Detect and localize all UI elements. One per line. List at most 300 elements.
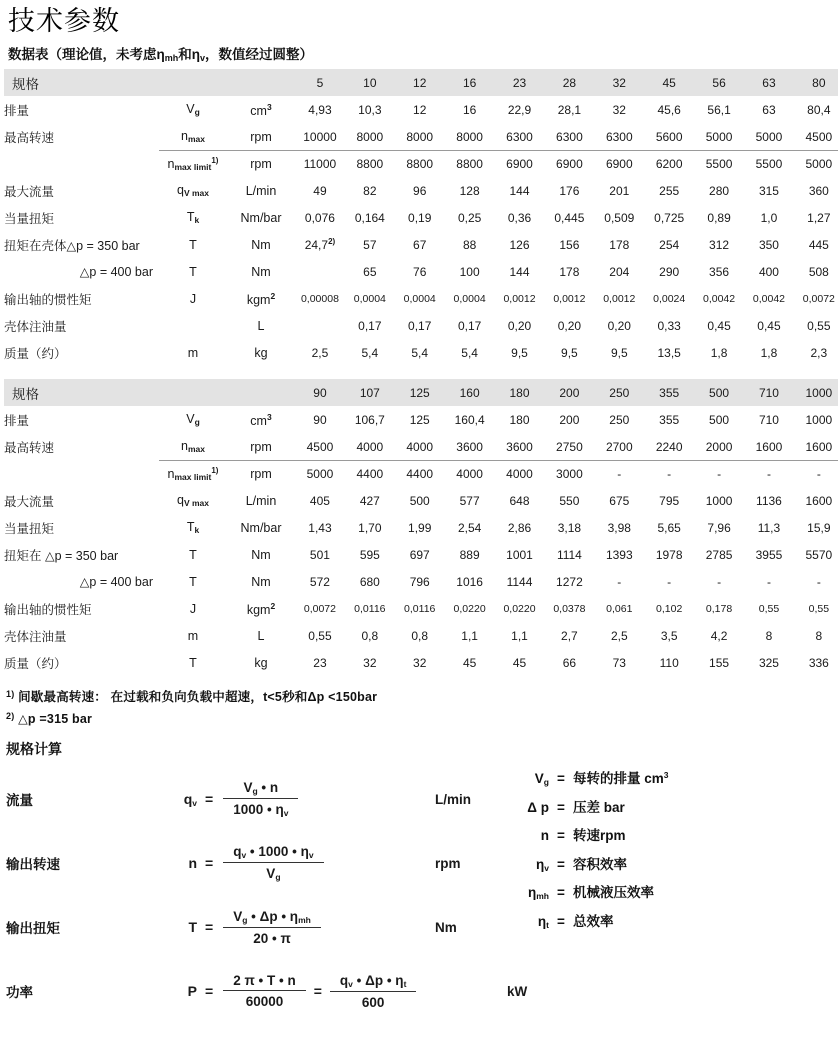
cell: 200: [559, 412, 580, 427]
row-symbol: $n_{max limit}^{1)}$: [159, 150, 227, 177]
cell: 0,0042: [752, 292, 786, 305]
table-row: [4, 595, 838, 622]
row-label: 当量扭矩: [4, 211, 55, 226]
cell: 0,0116: [354, 602, 386, 615]
cell: 5,4: [411, 345, 429, 360]
cell: 3,5: [660, 628, 678, 643]
cell: 156: [559, 237, 580, 252]
cell: 336: [808, 655, 829, 670]
table2-col-5: 200: [544, 379, 594, 406]
formula-unit: L/min: [435, 791, 471, 807]
cell: 201: [609, 183, 630, 198]
table1-header-row: [4, 69, 838, 96]
table-row: [4, 406, 838, 433]
cell: 280: [709, 183, 730, 198]
row-unit: rpm: [250, 129, 272, 144]
legend-text: 总效率: [573, 913, 614, 929]
cell: 0,178: [705, 602, 733, 615]
numerator: $q_v$ • 1000 • $\eta_v$: [233, 844, 314, 861]
cell: 697: [409, 547, 430, 562]
cell: 501: [309, 547, 330, 562]
spec-table-2: [4, 379, 838, 676]
cell: 15,9: [807, 520, 831, 535]
cell: 1272: [556, 574, 583, 589]
cell: 8000: [456, 129, 483, 144]
legend-item: [505, 796, 835, 825]
cell: 0,0024: [653, 292, 686, 305]
row-symbol: T: [189, 655, 197, 670]
subtitle-part-3: 和η: [178, 47, 200, 63]
cell: 350: [758, 237, 779, 252]
row-label: 壳体注油量: [4, 629, 67, 644]
cell: 0,55: [808, 602, 830, 615]
cell: 2785: [705, 547, 733, 562]
denominator: $V_g$: [223, 862, 323, 882]
row-symbol: T: [189, 264, 197, 279]
table2-col-6: 250: [594, 379, 644, 406]
table2-col-2: 125: [395, 379, 445, 406]
table1-col-8: 56: [694, 69, 744, 96]
cell: 0,0012: [603, 292, 636, 305]
legend-text: 每转的排量 $cm^3$: [573, 770, 669, 787]
cell: 0,0116: [404, 602, 436, 615]
cell: 0,55: [807, 318, 831, 333]
cell: 795: [659, 493, 680, 508]
cell: 1,43: [308, 520, 332, 535]
row-unit: L: [257, 628, 265, 643]
cell: 144: [509, 183, 530, 198]
cell: 0,17: [457, 318, 482, 333]
cell: 675: [609, 493, 630, 508]
cell: 1,0: [760, 210, 778, 225]
cell: 204: [609, 264, 630, 279]
row-unit: $cm^3$: [250, 101, 272, 118]
page-subtitle: [0, 37, 838, 69]
equals-sign: =: [205, 919, 214, 936]
cell: 0,55: [308, 628, 332, 643]
cell: 4,93: [308, 102, 332, 117]
table1-col-10: 80: [794, 69, 838, 96]
cell: 0,00008: [300, 292, 339, 305]
row-symbol: T: [189, 547, 197, 562]
legend-item: [505, 853, 835, 882]
row-symbol: $n_{max limit}^{1)}$: [159, 460, 227, 487]
cell: 56,1: [707, 102, 731, 117]
cell: 8: [765, 628, 773, 643]
legend-item: [505, 881, 835, 910]
row-symbol: m: [187, 345, 199, 360]
formula-name: 功率: [6, 985, 33, 1001]
cell: 5600: [655, 129, 683, 144]
cell: -: [644, 460, 694, 487]
cell: 10,3: [358, 102, 382, 117]
table-row: [4, 150, 838, 177]
formula-area: [0, 767, 838, 1023]
cell: 1000: [705, 493, 733, 508]
cell: 1600: [755, 439, 783, 454]
cell: 6900: [495, 150, 545, 177]
cell: 2,86: [507, 520, 532, 535]
cell: 572: [309, 574, 330, 589]
cell: 3,18: [557, 520, 582, 535]
table2-col-1: 107: [345, 379, 395, 406]
cell: 0,25: [457, 210, 482, 225]
formula-var: P: [187, 983, 197, 1000]
equals-sign: =: [205, 855, 214, 872]
cell: 23: [313, 655, 327, 670]
cell: 4400: [345, 460, 395, 487]
cell: 28,1: [557, 102, 582, 117]
cell: 0,0072: [802, 292, 835, 305]
cell: 355: [659, 412, 680, 427]
cell: 2240: [655, 439, 683, 454]
cell: 0,8: [411, 628, 429, 643]
cell: 2750: [556, 439, 583, 454]
row-symbol: J: [189, 601, 197, 616]
cell: 144: [509, 264, 530, 279]
row-symbol: $n_{max}$: [181, 129, 205, 145]
cell: 3,98: [607, 520, 631, 535]
cell: 0,0378: [553, 602, 586, 615]
table1-header-label: 规格: [4, 69, 159, 96]
cell: 13,5: [657, 345, 681, 360]
table-row: [4, 312, 838, 339]
table-row: [4, 433, 838, 460]
table2-col-3: 160: [445, 379, 495, 406]
denominator-2: 600: [330, 991, 416, 1010]
fraction: [223, 844, 323, 882]
table-row: [4, 96, 838, 123]
cell: 96: [413, 183, 427, 198]
cell: 0,0220: [453, 602, 486, 615]
cell: 0,19: [408, 210, 432, 225]
cell: 45: [462, 655, 477, 670]
cell: 356: [709, 264, 730, 279]
cell: 80,4: [807, 102, 831, 117]
cell: [295, 258, 345, 285]
legend-text: 压差 bar: [573, 799, 625, 815]
cell: 45: [512, 655, 527, 670]
cell: 4500: [805, 129, 833, 144]
cell: 1,1: [511, 628, 528, 643]
cell: 1114: [556, 547, 582, 562]
formula-expression: [171, 844, 421, 882]
cell: 155: [709, 655, 730, 670]
cell: 24,7$^{2)}$: [304, 237, 336, 253]
legend-equals: =: [557, 913, 565, 929]
formula-name: 输出扭矩: [6, 921, 60, 937]
cell: 128: [459, 183, 480, 198]
cell: 180: [509, 412, 530, 427]
cell: 8000: [406, 129, 434, 144]
row-unit: Nm/bar: [240, 520, 282, 535]
row-unit: Nm: [251, 547, 271, 562]
table1-col-2: 12: [395, 69, 445, 96]
table2-col-0: 90: [295, 379, 345, 406]
legend-symbol: $\eta_v$: [536, 856, 549, 873]
table-row: [4, 231, 838, 258]
row-unit: kgm$^2$: [246, 290, 276, 307]
table1-col-6: 32: [594, 69, 644, 96]
cell: 427: [359, 493, 380, 508]
cell: -: [744, 460, 794, 487]
row-unit: kg: [254, 655, 268, 670]
cell: 8800: [445, 150, 495, 177]
cell: 255: [659, 183, 680, 198]
cell: 0,45: [707, 318, 731, 333]
page-title: 技术参数: [8, 6, 120, 36]
cell: 508: [808, 264, 829, 279]
fraction: [223, 909, 321, 946]
table-row: [4, 568, 838, 595]
cell: 3600: [456, 439, 483, 454]
formula-expression: [171, 973, 501, 1010]
cell: -: [766, 574, 771, 589]
cell: 1136: [756, 493, 782, 508]
cell: 82: [363, 183, 377, 198]
cell: -: [794, 460, 838, 487]
nomenclature-legend: [505, 767, 835, 938]
row-symbol: $q_{V max}$: [177, 183, 209, 199]
row-unit: Nm: [251, 237, 271, 252]
legend-text: 容积效率: [573, 856, 627, 872]
footnote-2: [6, 708, 838, 729]
cell: 0,509: [604, 210, 635, 225]
cell: 4500: [306, 439, 334, 454]
row-unit: kg: [254, 345, 268, 360]
cell: 76: [413, 264, 427, 279]
cell: 0,0072: [303, 602, 336, 615]
cell: 710: [758, 412, 779, 427]
fraction: [223, 973, 306, 1009]
cell: 45,6: [657, 102, 681, 117]
cell: 9,5: [610, 345, 628, 360]
footnote-1-marker: 1): [6, 689, 15, 700]
row-label: 最高转速: [4, 440, 55, 455]
cell: 325: [758, 655, 779, 670]
table1-col-9: 63: [744, 69, 794, 96]
cell: 595: [359, 547, 380, 562]
row-label: 质量（约）: [4, 656, 67, 671]
formula-expression: [171, 909, 421, 946]
cell: 1,99: [408, 520, 432, 535]
cell: 6900: [544, 150, 594, 177]
row-label: 最大流量: [4, 494, 55, 509]
cell: 9,5: [561, 345, 578, 360]
cell: 0,36: [507, 210, 532, 225]
row-symbol: $q_{V max}$: [177, 493, 209, 509]
denominator: 20 • π: [223, 927, 321, 946]
numerator-2: $q_v$ • Δp • $\eta_t$: [339, 972, 407, 989]
cell: 0,164: [354, 210, 385, 225]
cell: 500: [409, 493, 430, 508]
cell: 4000: [356, 439, 384, 454]
cell: 1,70: [358, 520, 382, 535]
cell: 5000: [705, 129, 733, 144]
row-symbol: $n_{max}$: [181, 439, 205, 455]
cell: 1978: [655, 547, 683, 562]
cell: 8: [815, 628, 823, 643]
cell: 1,1: [461, 628, 478, 643]
row-unit: kgm$^2$: [246, 600, 276, 617]
table1-col-4: 23: [495, 69, 545, 96]
cell: -: [594, 460, 644, 487]
footnote-1: [6, 684, 838, 708]
cell: 6300: [605, 129, 633, 144]
cell: [295, 312, 345, 339]
cell: 4,2: [710, 628, 728, 643]
cell: 88: [462, 237, 477, 252]
legend-equals: =: [557, 856, 565, 872]
cell: 5000: [295, 460, 345, 487]
row-label: 最高转速: [4, 130, 55, 145]
cell: 49: [313, 183, 327, 198]
cell: 0,45: [757, 318, 781, 333]
cell: 57: [363, 237, 377, 252]
cell: 2,3: [810, 345, 828, 360]
row-symbol: m: [187, 628, 199, 643]
legend-text: 机械液压效率: [573, 885, 654, 901]
numerator: $V_g$ • n: [243, 780, 279, 797]
cell: 0,0042: [703, 292, 736, 305]
cell: 6300: [556, 129, 583, 144]
cell: 0,0004: [353, 292, 386, 305]
row-symbol: T: [189, 574, 197, 589]
numerator: $V_g$ • Δp • $\eta_{mh}$: [233, 908, 311, 925]
cell: 2700: [605, 439, 633, 454]
formula-var: T: [188, 919, 197, 936]
cell: 1,8: [760, 345, 778, 360]
cell: 250: [609, 412, 630, 427]
cell: 0,20: [507, 318, 532, 333]
cell: 1,8: [710, 345, 728, 360]
cell: 2000: [705, 439, 733, 454]
cell: 5570: [805, 547, 833, 562]
cell: 3600: [506, 439, 533, 454]
formula-power: [6, 959, 838, 1023]
equals-sign-2: =: [313, 983, 322, 1000]
cell: 4400: [395, 460, 445, 487]
table-row: [4, 285, 838, 312]
row-label: [4, 460, 159, 487]
cell: 2,7: [561, 628, 578, 643]
legend-symbol: n: [540, 828, 549, 844]
table-row: [4, 649, 838, 676]
cell: 5000: [755, 129, 783, 144]
cell: -: [667, 574, 672, 589]
cell: 32: [413, 655, 427, 670]
cell: 126: [509, 237, 530, 252]
cell: 0,445: [554, 210, 585, 225]
row-unit: L/min: [245, 183, 277, 198]
row-symbol: $V_g$: [186, 102, 200, 118]
row-label: △p = 400 bar: [79, 575, 153, 590]
cell: 73: [612, 655, 626, 670]
cell: 290: [659, 264, 680, 279]
cell: 67: [413, 237, 427, 252]
cell: 2,54: [457, 520, 482, 535]
cell: 5,4: [361, 345, 379, 360]
cell: 9,5: [511, 345, 528, 360]
row-label: 排量: [4, 103, 30, 118]
cell: 4000: [445, 460, 495, 487]
formula-name: 流量: [6, 793, 33, 809]
cell: 22,9: [507, 102, 532, 117]
cell: 32: [612, 102, 626, 117]
cell: 11,3: [757, 520, 781, 535]
cell: 550: [559, 493, 580, 508]
cell: 0,0004: [403, 292, 436, 305]
row-label: 质量（约）: [4, 346, 67, 361]
legend-item: [505, 910, 835, 939]
table-row: [4, 460, 838, 487]
formula-unit: rpm: [435, 855, 461, 871]
row-unit: Nm/bar: [240, 210, 282, 225]
row-unit: rpm: [227, 150, 295, 177]
cell: 0,0012: [503, 292, 536, 305]
table1-col-1: 10: [345, 69, 395, 96]
equals-sign: =: [205, 791, 214, 808]
row-unit: $cm^3$: [250, 411, 272, 428]
cell: -: [717, 574, 722, 589]
table1-col-3: 16: [445, 69, 495, 96]
table2-col-9: 710: [744, 379, 794, 406]
legend-symbol: $\eta_{mh}$: [528, 885, 549, 902]
cell: 6200: [644, 150, 694, 177]
table-row: [4, 339, 838, 366]
fraction-2: [330, 973, 416, 1010]
cell: 0,33: [657, 318, 681, 333]
cell: 32: [363, 655, 377, 670]
cell: 5500: [744, 150, 794, 177]
footnote-2-text: △p =315 bar: [18, 712, 93, 727]
cell: 125: [409, 412, 430, 427]
cell: 3955: [755, 547, 783, 562]
cell: 0,0004: [453, 292, 486, 305]
cell: 0,102: [656, 602, 683, 615]
legend-equals: =: [557, 771, 565, 787]
cell: 1600: [805, 493, 833, 508]
formula-expression: [171, 780, 421, 818]
cell: -: [617, 574, 622, 589]
table2-col-8: 500: [694, 379, 744, 406]
legend-equals: =: [557, 828, 565, 844]
cell: 0,20: [607, 318, 631, 333]
cell: 680: [359, 574, 380, 589]
formula-name: 输出转速: [6, 857, 60, 873]
table2-col-10: 1000: [794, 379, 838, 406]
cell: 5500: [694, 150, 744, 177]
row-label: 排量: [4, 413, 30, 428]
table2-col-7: 355: [644, 379, 694, 406]
row-symbol: $V_g$: [186, 412, 200, 428]
legend-equals: =: [557, 885, 565, 901]
table-row: [4, 622, 838, 649]
cell: 0,20: [557, 318, 582, 333]
footnotes: [0, 676, 838, 729]
row-label: 最大流量: [4, 184, 55, 199]
row-symbol: $T_k$: [186, 210, 200, 226]
legend-item: [505, 824, 835, 853]
table-row: [4, 123, 838, 150]
cell: 0,076: [304, 210, 335, 225]
row-unit: Nm: [251, 264, 271, 279]
row-symbol: $T_k$: [186, 520, 200, 536]
cell: 5,4: [461, 345, 478, 360]
denominator: 1000 • $\eta_v$: [223, 798, 298, 818]
cell: 1001: [506, 547, 533, 562]
row-unit: rpm: [227, 460, 295, 487]
